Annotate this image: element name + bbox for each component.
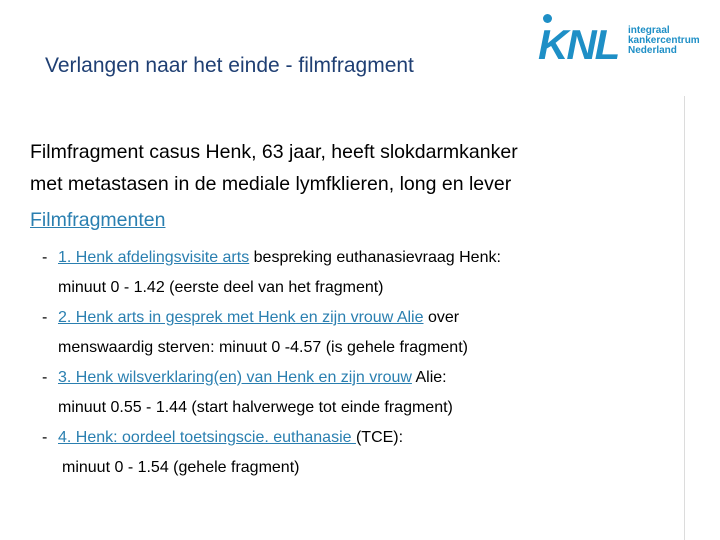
logo-line-2: kankercentrum bbox=[628, 35, 700, 46]
fragment-time-1: minuut 0 - 1.42 (eerste deel van het fragment) bbox=[58, 279, 384, 296]
list-dash: - bbox=[42, 429, 48, 446]
list-item bbox=[42, 243, 682, 303]
list-item bbox=[42, 423, 682, 483]
logo-line-1: integraal bbox=[628, 25, 670, 36]
fragment-text-3: Alie: bbox=[411, 369, 447, 386]
fragment-link-1[interactable]: 1. Henk afdelingsvisite arts bbox=[58, 249, 250, 266]
fragments-heading-link[interactable]: Filmfragmenten bbox=[30, 209, 166, 231]
fragment-link-2[interactable]: 2. Henk arts in gesprek met Henk en zijn vrouw Alie bbox=[58, 309, 424, 326]
fragment-text-4: (TCE): bbox=[355, 429, 404, 446]
list-item bbox=[42, 363, 682, 423]
fragment-text-2: over bbox=[423, 309, 460, 326]
list-dash: - bbox=[42, 369, 48, 386]
slide-title: Verlangen naar het einde - filmfragment bbox=[45, 54, 414, 77]
list-dash: - bbox=[42, 249, 48, 266]
intro-line-2: met metastasen in de mediale lymfklieren, long en lever bbox=[30, 173, 512, 195]
intro-line-1: Filmfragment casus Henk, 63 jaar, heeft slokdarmkanker bbox=[30, 141, 518, 163]
list-item bbox=[42, 303, 682, 363]
fragment-list bbox=[42, 243, 682, 483]
fragment-text-1: bespreking euthanasievraag Henk: bbox=[249, 249, 501, 266]
list-dash: - bbox=[42, 309, 48, 326]
fragment-link-3[interactable]: 3. Henk wilsverklaring(en) van Henk en zijn vrouw bbox=[58, 369, 412, 386]
knl-logo bbox=[538, 14, 710, 70]
fragment-time-3: minuut 0.55 - 1.44 (start halverwege tot einde fragment) bbox=[58, 399, 453, 416]
intro-text bbox=[30, 136, 670, 200]
right-divider bbox=[684, 96, 685, 540]
logo-line-3: Nederland bbox=[628, 45, 677, 56]
fragment-time-4: minuut 0 - 1.54 (gehele fragment) bbox=[62, 459, 300, 476]
logo-letters: KNL bbox=[538, 21, 619, 68]
logo-organization-name bbox=[628, 26, 700, 56]
fragment-time-2: menswaardig sterven: minuut 0 -4.57 (is gehele fragment) bbox=[58, 339, 468, 356]
fragment-link-4[interactable]: 4. Henk: oordeel toetsingscie. euthanasie bbox=[58, 429, 356, 446]
